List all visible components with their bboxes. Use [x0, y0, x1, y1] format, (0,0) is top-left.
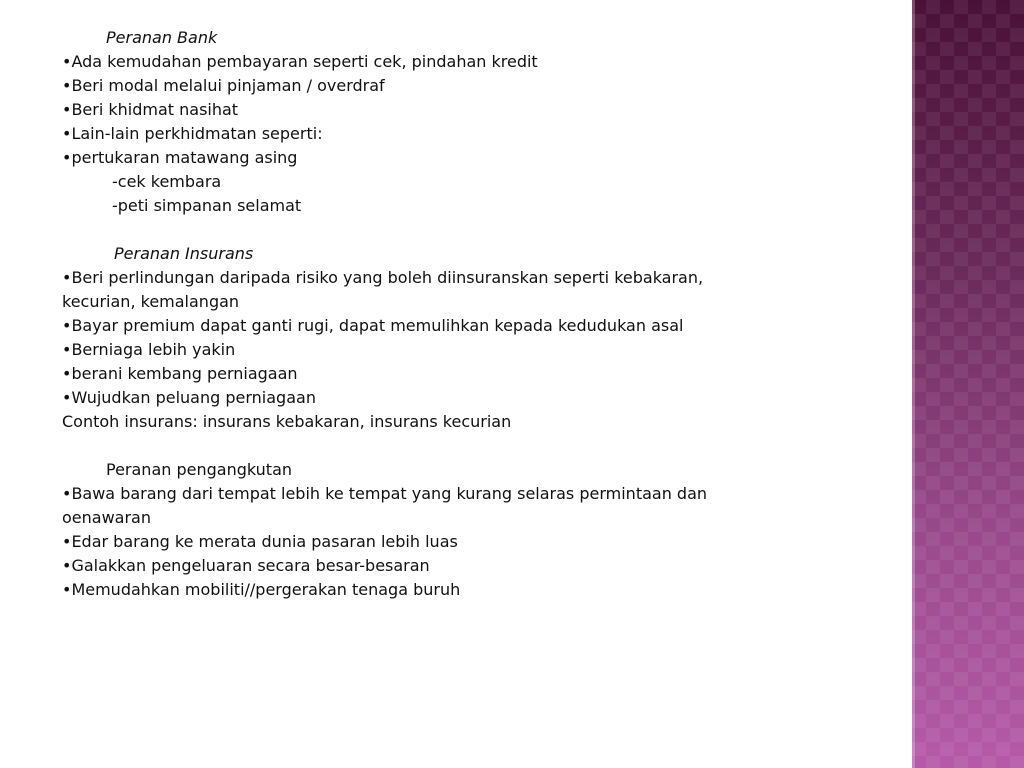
bank-subitem: -peti simpanan selamat [112, 196, 302, 215]
insurans-item: •Berniaga lebih yakin [62, 340, 236, 359]
bank-subitem: -cek kembara [112, 172, 222, 191]
heading-peranan-bank: Peranan Bank [106, 28, 218, 47]
spacer [62, 434, 892, 458]
bank-item: •Lain-lain perkhidmatan seperti: [62, 124, 323, 143]
pengangkutan-item: •Galakkan pengeluaran secara besar-besaran [62, 556, 430, 575]
bank-item: •Ada kemudahan pembayaran seperti cek, pindahan kredit [62, 52, 538, 71]
insurans-example: Contoh insurans: insurans kebakaran, insurans kecurian [62, 412, 512, 431]
slide-body [62, 26, 892, 602]
pengangkutan-item: oenawaran [62, 508, 151, 527]
bank-item: •pertukaran matawang asing [62, 148, 298, 167]
bank-item: •Beri modal melalui pinjaman / overdraf [62, 76, 385, 95]
bank-item: •Beri khidmat nasihat [62, 100, 239, 119]
decorative-sidebar [912, 0, 1024, 768]
insurans-item: kecurian, kemalangan [62, 292, 240, 311]
pengangkutan-item: •Edar barang ke merata dunia pasaran lebih luas [62, 532, 458, 551]
pengangkutan-item: •Bawa barang dari tempat lebih ke tempat yang kurang selaras permintaan dan [62, 484, 708, 503]
insurans-item: •Beri perlindungan daripada risiko yang boleh diinsuranskan seperti kebakaran, [62, 268, 704, 287]
heading-peranan-insurans: Peranan Insurans [114, 244, 254, 263]
insurans-item: •Wujudkan peluang perniagaan [62, 388, 316, 407]
heading-peranan-pengangkutan: Peranan pengangkutan [106, 460, 293, 479]
insurans-item: •Bayar premium dapat ganti rugi, dapat memulihkan kepada kedudukan asal [62, 316, 684, 335]
spacer [62, 218, 892, 242]
insurans-item: •berani kembang perniagaan [62, 364, 298, 383]
pengangkutan-item: •Memudahkan mobiliti//pergerakan tenaga buruh [62, 580, 461, 599]
sidebar-edge [912, 0, 915, 768]
sidebar-pattern [912, 0, 1024, 768]
